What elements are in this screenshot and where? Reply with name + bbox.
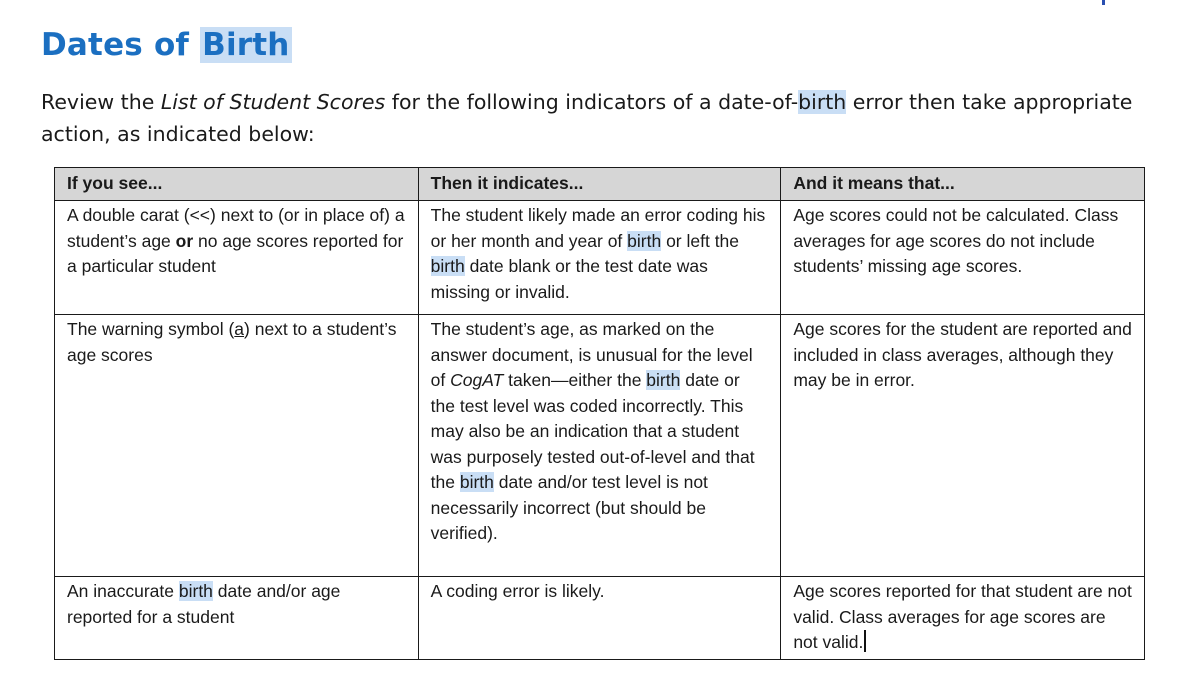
text-cursor bbox=[864, 630, 866, 652]
cell-if-you-see bbox=[55, 577, 419, 660]
table-row bbox=[55, 315, 1145, 577]
cell-text: ) next to a student’s age scores bbox=[67, 319, 397, 365]
cell-if-you-see bbox=[55, 201, 419, 315]
cell-and-it-means: Age scores for the student are reported and included in class averages, although they may be in error. bbox=[781, 315, 1145, 577]
cell-highlight: birth bbox=[646, 370, 681, 390]
cell-then-it-indicates bbox=[418, 201, 781, 315]
page-edge-mark bbox=[1102, 0, 1105, 5]
cell-italic-text: CogAT bbox=[450, 370, 504, 390]
cell-and-it-means: Age scores could not be calculated. Class averages for age scores do not include students’ missing age scores. bbox=[781, 201, 1145, 315]
intro-paragraph bbox=[41, 86, 1141, 150]
intro-text-2: for the following indicators of a date-of- bbox=[385, 90, 799, 114]
page-title bbox=[41, 20, 292, 70]
cell-text: date and/or test level is not necessarily incorrect (but should be verified). bbox=[430, 472, 708, 543]
cell-then-it-indicates: A coding error is likely. bbox=[418, 577, 781, 660]
cell-text: Age scores reported for that student are not valid. Class averages for age scores are not valid. bbox=[793, 581, 1132, 652]
table-header-row bbox=[55, 168, 1145, 201]
cell-text: The warning symbol ( bbox=[67, 319, 235, 339]
cell-text: The student likely made an error coding his or her month and year of bbox=[430, 205, 766, 251]
cell-highlight: birth bbox=[430, 256, 465, 276]
warning-symbol: a bbox=[234, 319, 245, 339]
cell-text: date blank or the test date was missing or invalid. bbox=[430, 256, 708, 302]
cell-then-it-indicates bbox=[418, 315, 781, 577]
cell-text: date and/or age reported for a student bbox=[67, 581, 341, 627]
cell-text: A double carat (<<) next to (or in place of) a student’s age bbox=[67, 205, 405, 251]
cell-if-you-see bbox=[55, 315, 419, 577]
intro-italic-title: List of Student Scores bbox=[160, 90, 386, 114]
header-then-it-indicates: Then it indicates... bbox=[418, 168, 781, 201]
cell-highlight: birth bbox=[627, 230, 662, 251]
cell-text: no age scores reported for a particular student bbox=[67, 230, 404, 276]
title-highlight: Birth bbox=[202, 27, 290, 63]
intro-text-1: Review the bbox=[41, 90, 161, 114]
table-row bbox=[55, 577, 1145, 660]
date-of-birth-table bbox=[54, 167, 1145, 660]
cell-bold-text: or bbox=[175, 230, 194, 251]
title-prefix: Dates of bbox=[41, 27, 201, 63]
cell-text: taken—either the bbox=[503, 370, 647, 390]
cell-text: The student’s age, as marked on the answer document, is unusual for the level of bbox=[430, 319, 753, 390]
header-and-it-means: And it means that... bbox=[781, 168, 1145, 201]
cell-highlight: birth bbox=[178, 581, 213, 601]
table-row bbox=[55, 201, 1145, 315]
cell-highlight: birth bbox=[459, 472, 494, 492]
cell-and-it-means bbox=[781, 577, 1145, 660]
intro-text-3: error then take appropriate action, as indicated below: bbox=[41, 90, 1133, 146]
header-if-you-see: If you see... bbox=[55, 168, 419, 201]
intro-highlight: birth bbox=[798, 90, 847, 114]
cell-text: date or the test level was coded incorrectly. This may also be an indication that a student was purposely tested out-of-level and that the bbox=[430, 370, 755, 492]
cell-text: An inaccurate bbox=[67, 581, 179, 601]
cell-text: or left the bbox=[661, 230, 740, 251]
